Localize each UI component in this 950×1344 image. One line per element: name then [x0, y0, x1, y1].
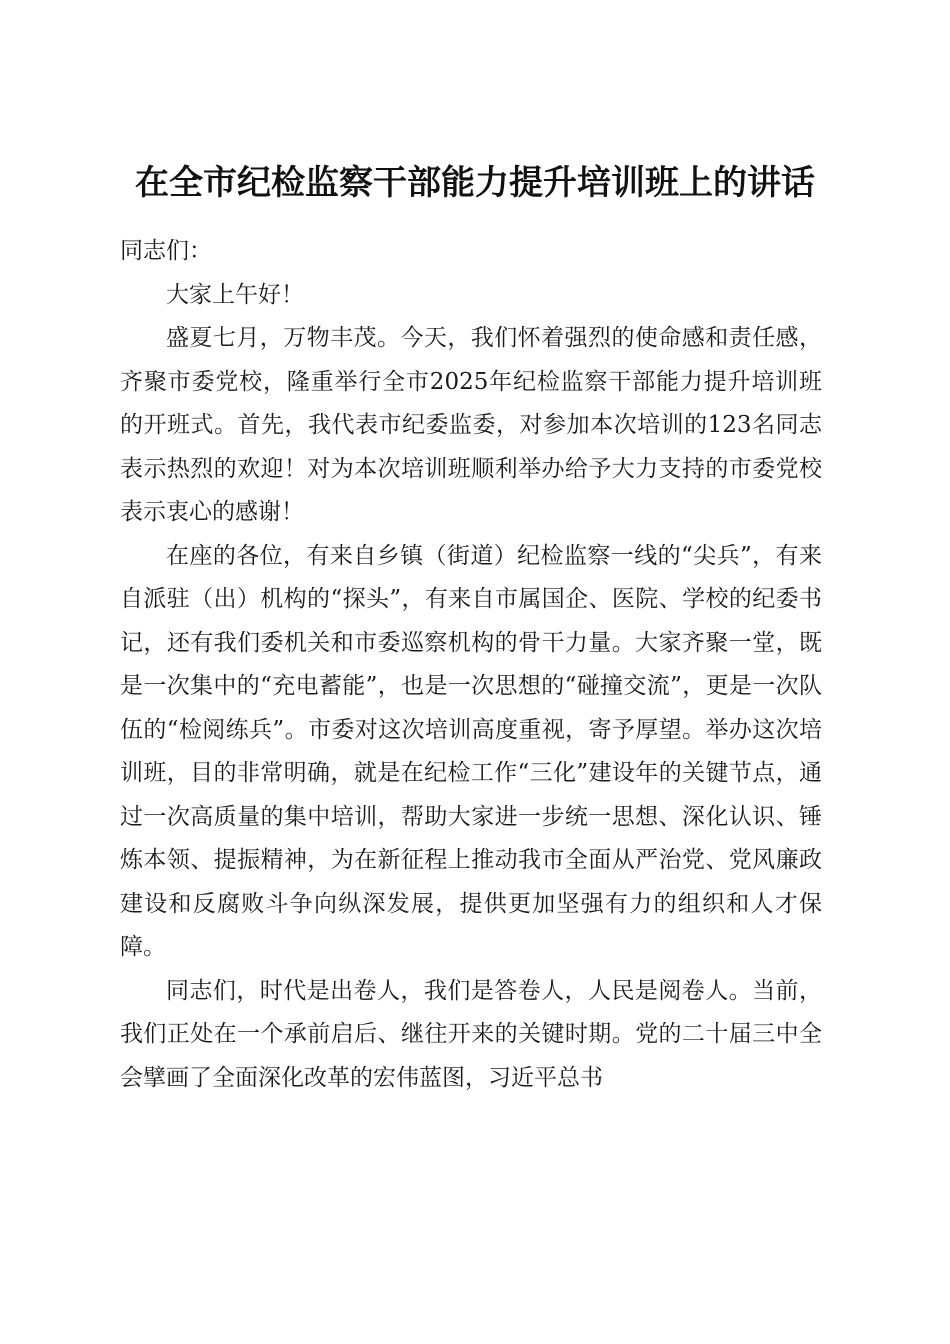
paragraph-participants: 在座的各位，有来自乡镇（街道）纪检监察一线的“尖兵”，有来自派驻（出）机构的“探头”，有来自市属国企、医院、学校的纪委书记，还有我们委机关和市委巡察机构的骨干力量。大家齐聚一堂，既是一次集中的“充电蓄能”，也是一次思想的“碰撞交流”，更是一次队伍的“检阅练兵”。市委对这次培训高度重视，寄予厚望。举办这次培训班，目的非常明确，就是在纪检工作“三化”建设年的关键节点，通过一次高质量的集中培训，帮助大家进一步统一思想、深化认识、锤炼本领、提振精神，为在新征程上推动我市全面从严治党、党风廉政建设和反腐败斗争向纵深发展，提供更加坚强有力的组织和人才保障。	[120, 542, 822, 960]
paragraph-times: 同志们，时代是出卷人，我们是答卷人，人民是阅卷人。当前，我们正处在一个承前启后、继往开来的关键时期。党的二十届三中全会擘画了全面深化改革的宏伟蓝图，习近平总书	[120, 977, 822, 1091]
salutation: 同志们：	[120, 238, 212, 264]
paragraph-greeting: 大家上午好！	[166, 281, 304, 308]
document-title: 在全市纪检监察干部能力提升培训班上的讲话	[135, 162, 815, 203]
paragraph-opening: 盛夏七月，万物丰茂。今天，我们怀着强烈的使命感和责任感，齐聚市委党校，隆重举行全市2025年纪检监察干部能力提升培训班的开班式。首先，我代表市纪委监委，对参加本次培训的123名同志表示热烈的欢迎！对为本次培训班顺利举办给予大力支持的市委党校表示衷心的感谢！	[120, 325, 822, 525]
document-body	[120, 230, 822, 1100]
